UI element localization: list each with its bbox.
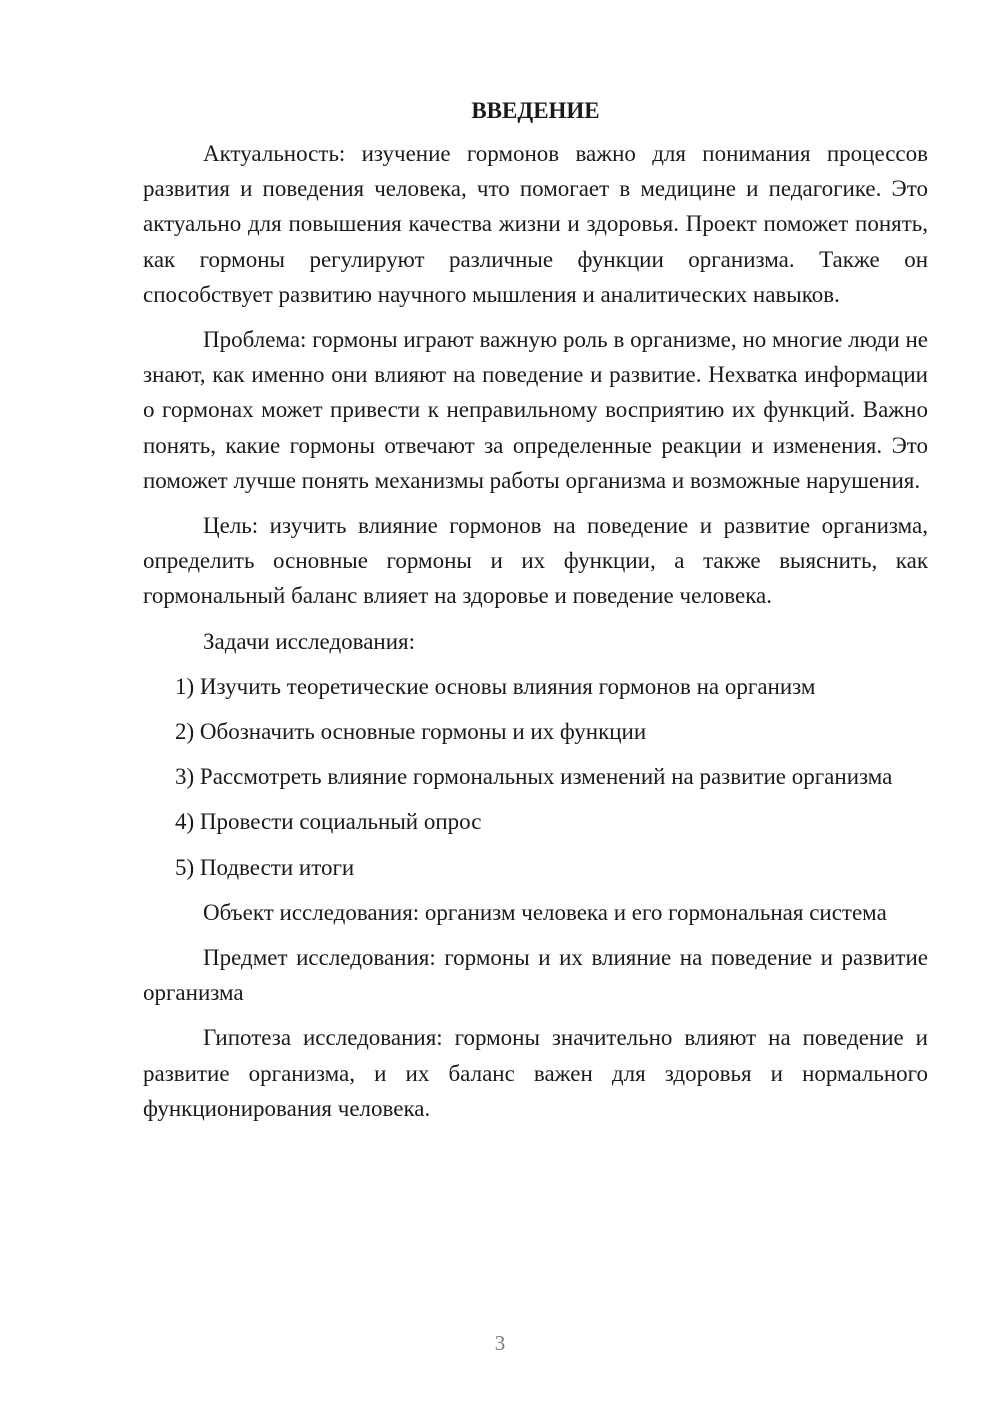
goal-paragraph: Цель: изучить влияние гормонов на поведение и развитие организма, определить основные гормоны и их функции, а также выяснить, как гормональный баланс влияет на здоровье и поведение человека. [143,513,928,609]
task-item: 3) Рассмотреть влияние гормональных изменений на развитие организма [175,764,893,790]
subject-paragraph: Предмет исследования: гормоны и их влияние на поведение и развитие организма [143,945,928,1006]
object-paragraph: Объект исследования: организм человека и его гормональная система [203,899,887,925]
page-number: 3 [494,1331,506,1355]
task-item: 5) Подвести итоги [175,854,355,880]
document-page [143,96,928,1136]
tasks-heading: Задачи исследования: [203,628,416,654]
problem-paragraph: Проблема: гормоны играют важную роль в организме, но многие люди не знают, как именно они влияют на поведение и развитие. Нехватка информации о гормонах может привести к неправильному восприятию их функций. Важно понять, какие гормоны отвечают за определенные реакции и изменения. Это поможет лучше понять механизмы работы организма и возможные нарушения. [143,327,928,493]
relevance-paragraph: Актуальность: изучение гормонов важно для понимания процессов развития и поведения человека, что помогает в медицине и педагогике. Это актуально для повышения качества жизни и здоровья. Проект поможет понять, как гормоны регулируют различные функции организма. Также он способствует развитию научного мышления и аналитических навыков. [143,141,928,307]
task-item: 4) Провести социальный опрос [175,809,482,835]
hypothesis-paragraph: Гипотеза исследования: гормоны значительно влияют на поведение и развитие организма, и их баланс важен для здоровья и нормального функционирования человека. [143,1025,928,1121]
task-item: 2) Обозначить основные гормоны и их функции [175,719,647,745]
page-title: ВВЕДЕНИЕ [471,98,600,123]
task-item: 1) Изучить теоретические основы влияния гормонов на организм [175,673,816,699]
